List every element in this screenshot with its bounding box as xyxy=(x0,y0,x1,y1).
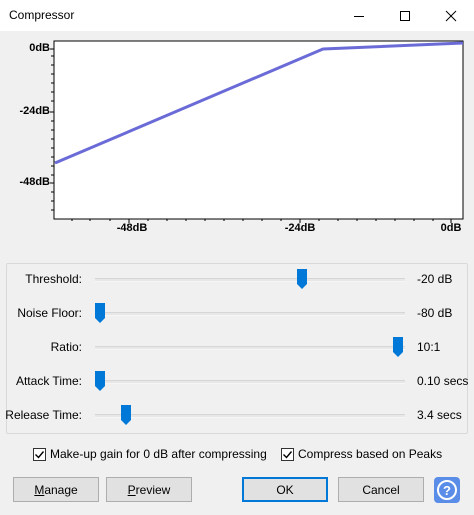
manage-button[interactable] xyxy=(13,477,99,502)
window-title: Compressor xyxy=(9,8,75,22)
compress-peaks-label: Compress based on Peaks xyxy=(298,447,443,461)
ratio-value: 10:1 xyxy=(417,340,441,354)
ok-button[interactable] xyxy=(242,477,328,502)
y-tick-label: -48dB xyxy=(19,176,50,188)
noise-floor-slider-thumb[interactable] xyxy=(95,303,105,323)
attack-time-label: Attack Time: xyxy=(15,374,82,388)
cancel-button-label: Cancel xyxy=(362,482,400,497)
attack-time-slider-thumb[interactable] xyxy=(95,371,105,391)
ratio-label: Ratio: xyxy=(50,340,82,354)
ok-button-label: OK xyxy=(276,482,294,497)
preview-button[interactable] xyxy=(106,477,192,502)
y-tick-label: -24dB xyxy=(19,105,50,117)
release-time-row xyxy=(0,405,474,425)
y-tick-label: 0dB xyxy=(29,42,50,54)
checkbox-box[interactable] xyxy=(33,448,46,461)
help-button[interactable] xyxy=(434,477,460,503)
makeup-gain-label: Make-up gain for 0 dB after compressing xyxy=(50,447,267,461)
checkbox-box[interactable] xyxy=(281,448,294,461)
attack-time-value: 0.10 secs xyxy=(417,374,469,388)
compression-curve-graph xyxy=(0,0,474,250)
options-row xyxy=(0,447,474,465)
help-icon: ? xyxy=(437,480,457,500)
noise-floor-value: -80 dB xyxy=(417,306,453,320)
noise-floor-label: Noise Floor: xyxy=(17,306,82,320)
threshold-slider-thumb[interactable] xyxy=(297,269,307,289)
release-time-slider-track[interactable] xyxy=(95,414,405,418)
attack-time-slider-track[interactable] xyxy=(95,380,405,384)
makeup-gain-checkbox[interactable] xyxy=(33,447,267,461)
threshold-row xyxy=(0,269,474,289)
compress-peaks-checkbox[interactable] xyxy=(281,447,442,461)
x-tick-label: -48dB xyxy=(116,222,148,234)
preview-button-label: Preview xyxy=(127,482,171,497)
threshold-slider-track[interactable] xyxy=(95,278,405,282)
attack-time-row xyxy=(0,371,474,391)
noise-floor-row xyxy=(0,303,474,323)
threshold-value: -20 dB xyxy=(417,272,453,286)
threshold-label: Threshold: xyxy=(25,272,82,286)
checkmark-icon xyxy=(282,449,293,460)
x-tick-label: 0dB xyxy=(440,222,462,234)
noise-floor-slider-track[interactable] xyxy=(95,312,405,316)
x-tick-label: -24dB xyxy=(284,222,316,234)
manage-button-label: Manage xyxy=(34,482,78,497)
ratio-row xyxy=(0,337,474,357)
ratio-slider-track[interactable] xyxy=(95,346,405,350)
release-time-label: Release Time: xyxy=(5,408,82,422)
release-time-value: 3.4 secs xyxy=(417,408,462,422)
ratio-slider-thumb[interactable] xyxy=(393,337,403,357)
cancel-button[interactable] xyxy=(338,477,424,502)
release-time-slider-thumb[interactable] xyxy=(121,405,131,425)
checkmark-icon xyxy=(34,449,45,460)
